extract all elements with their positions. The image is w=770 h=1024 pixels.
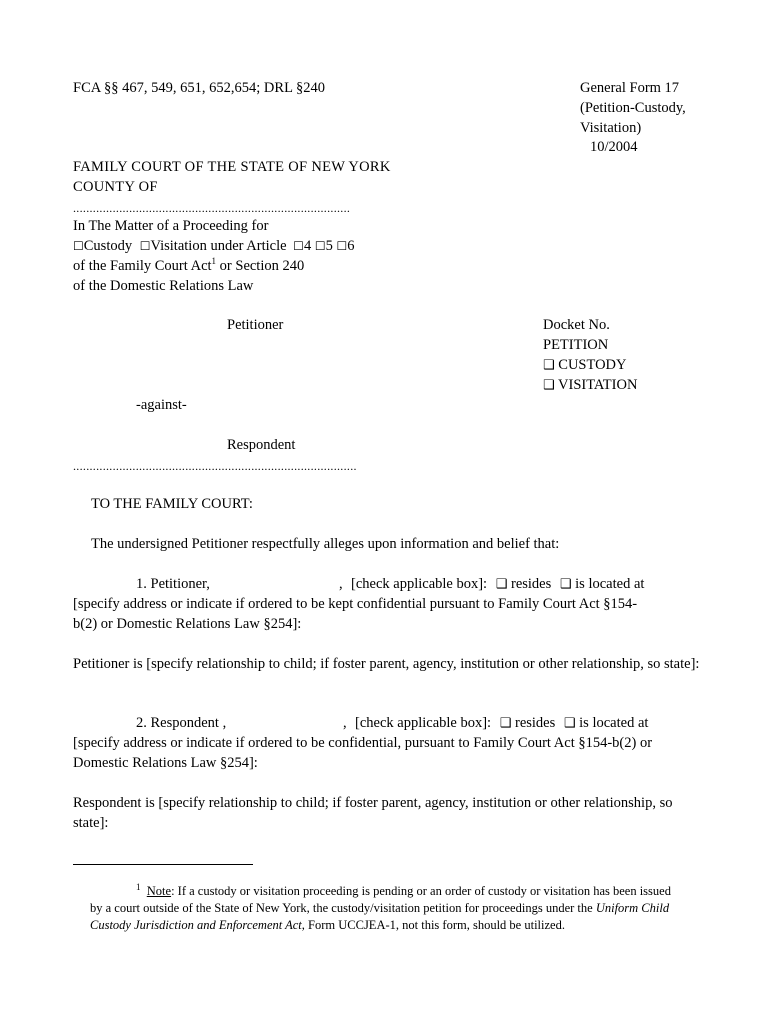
petitioner-address-instruction: b(2) or Domestic Relations Law §254]: [73,616,302,632]
respondent-located-checkbox[interactable]: ❑ [563,716,576,731]
petitioner-name-field[interactable] [220,574,330,592]
respondent-relationship: Respondent is [specify relationship to child; if foster parent, agency, institution or other relationship, so state]: [73,795,673,831]
respondent-address-instruction: Domestic Relations Law §254]: [73,755,258,771]
court-name: FAMILY COURT OF THE STATE OF NEW YORK [73,159,391,175]
comma: , [343,715,347,731]
docket-custody-label: CUSTODY [558,357,627,373]
footnote-text: : If a custody or visitation proceeding is pending or an order of custody or visitation has been issued by a court outside of the State of New York, the custody/visitation petition for proceedings under the [90,884,671,915]
located-label: is located at [575,576,645,592]
caption-divider-top: .................................................................................... [73,201,351,215]
petitioner-name-label: 1. Petitioner, [136,576,210,592]
drl-line: of the Domestic Relations Law [73,278,254,294]
respondent-name-field[interactable] [238,713,338,731]
footnote-ref: 1 [211,256,217,267]
footnote-mark: 1 [136,881,141,892]
fca-line [73,256,304,276]
docket-visitation-checkbox[interactable]: ❑ [543,378,555,393]
fca-rest: or Section 240 [216,258,305,274]
docket-number-label: Docket No. [543,317,610,333]
respondent-resides-checkbox[interactable]: ❑ [499,716,512,731]
docket-custody-option [543,355,627,376]
petitioner-address-instruction: [specify address or indicate if ordered to be kept confidential pursuant to Family Court Act §154- [73,596,638,612]
note-label: Note [146,884,172,898]
matter-line: In The Matter of a Proceeding for [73,218,269,234]
custody-checkbox[interactable]: ☐ [73,239,84,253]
docket-custody-checkbox[interactable]: ❑ [543,358,555,373]
caption-divider-bottom: ...................................................................................... [73,459,357,473]
footnote-act-title: Uniform Child Custody Jurisdiction and Enforcement Act, [90,901,670,932]
proceeding-type-line [73,236,354,256]
footnote [90,883,680,934]
petitioner-resides-checkbox[interactable]: ❑ [495,577,508,592]
respondent-address-options [355,713,648,734]
respondent-label: Respondent [227,437,296,453]
form-id-line: General Form 17 [580,80,680,96]
form-id-line: Visitation) [580,120,642,136]
article-5-checkbox[interactable]: ☐ [314,239,326,253]
comma: , [339,576,343,592]
check-instruction: [check applicable box]: [355,715,492,731]
check-instruction: [check applicable box]: [351,576,488,592]
statute-citation: FCA §§ 467, 549, 651, 652,654; DRL §240 [73,80,326,96]
county-label: COUNTY OF [73,179,158,195]
article-6-label: 6 [347,238,355,254]
intro-sentence: The undersigned Petitioner respectfully alleges upon information and belief that: [91,536,560,552]
fca-text: of the Family Court Act [73,258,212,274]
footnote-rule [73,864,253,865]
respondent-name-label: 2. Respondent , [136,715,227,731]
article-4-label: 4 [303,238,312,254]
resides-label: resides [514,715,556,731]
visitation-checkbox[interactable]: ☐ [139,239,151,253]
petitioner-relationship: Petitioner is [specify relationship to child; if foster parent, agency, institution or other relationship, so state]: [73,656,700,672]
located-label: is located at [579,715,649,731]
to-court-heading: TO THE FAMILY COURT: [91,496,253,512]
form-date: 10/2004 [590,139,638,155]
against-label: -against- [136,397,187,413]
petitioner-label: Petitioner [227,317,284,333]
article-5-label: 5 [325,238,333,254]
docket-visitation-label: VISITATION [558,377,638,393]
petitioner-located-checkbox[interactable]: ❑ [559,577,572,592]
respondent-address-instruction: [specify address or indicate if ordered to be confidential, pursuant to Family Court Act §154-b(2) or [73,735,653,751]
resides-label: resides [510,576,552,592]
footnote-text-end: Form UCCJEA-1, not this form, should be utilized. [304,918,565,932]
docket-visitation-option [543,375,637,396]
form-id-line: (Petition-Custody, [580,100,686,116]
custody-label: Custody [83,238,133,254]
visitation-label: Visitation under Article [150,238,287,254]
petitioner-address-options [351,574,644,595]
article-4-checkbox[interactable]: ☐ [293,239,304,253]
article-6-checkbox[interactable]: ☐ [336,239,348,253]
petition-title: PETITION [543,337,609,353]
